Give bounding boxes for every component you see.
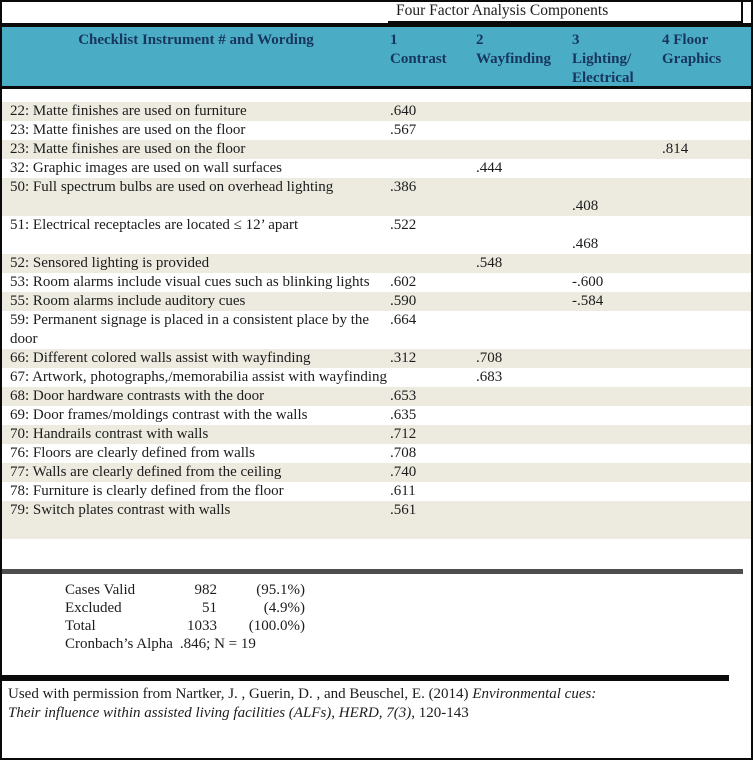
case-summary-row xyxy=(65,617,751,635)
table-row xyxy=(2,254,751,273)
loading-contrast: .590 xyxy=(390,293,417,309)
loading-lighting-electrical xyxy=(572,368,662,387)
loading-lighting-electrical xyxy=(572,349,662,368)
loading-floor-graphics xyxy=(662,368,751,387)
case-summary-row xyxy=(65,581,751,599)
case-summary-percent: (4.9%) xyxy=(263,600,305,616)
table-row xyxy=(2,463,751,482)
table-row xyxy=(2,140,751,159)
table-row xyxy=(2,311,751,349)
column-header-factor-2: 2 Wayfinding xyxy=(476,32,552,67)
table-title-row xyxy=(2,2,751,23)
loading-lighting-electrical xyxy=(572,254,662,273)
loading-contrast: .522 xyxy=(390,217,417,233)
loading-floor-graphics xyxy=(662,463,751,482)
table-row xyxy=(2,349,751,368)
table-row xyxy=(2,406,751,425)
loading-contrast: .708 xyxy=(390,445,417,461)
loading-contrast: .561 xyxy=(390,502,417,518)
loading-wayfinding xyxy=(476,501,572,539)
loading-floor-graphics xyxy=(662,349,751,368)
loading-wayfinding xyxy=(476,273,572,292)
instrument-label: 22: Matte finishes are used on furniture xyxy=(10,103,247,119)
column-header-factor-1: 1 Contrast xyxy=(390,32,447,67)
loading-wayfinding xyxy=(476,406,572,425)
table-row xyxy=(2,425,751,444)
loading-floor-graphics: .814 xyxy=(662,141,689,157)
loading-wayfinding xyxy=(476,463,572,482)
case-summary-count: 1033 xyxy=(187,618,217,634)
instrument-label: 55: Room alarms include auditory cues xyxy=(10,293,246,309)
loading-contrast: .602 xyxy=(390,274,417,290)
loading-contrast xyxy=(390,140,476,159)
loading-lighting-electrical xyxy=(572,501,662,539)
case-summary-block xyxy=(2,574,751,653)
instrument-label: 70: Handrails contrast with walls xyxy=(10,426,209,442)
table-row xyxy=(2,482,751,501)
table-row xyxy=(2,368,751,387)
column-header-instrument: Checklist Instrument # and Wording xyxy=(78,32,314,48)
permission-footnote xyxy=(2,681,751,722)
loading-lighting-electrical xyxy=(572,463,662,482)
loading-contrast xyxy=(390,159,476,178)
loading-lighting-electrical: -.584 xyxy=(572,293,604,309)
loading-lighting-electrical xyxy=(572,425,662,444)
table-row xyxy=(2,178,751,216)
loading-contrast: .712 xyxy=(390,426,417,442)
footnote-title-italic: Environmental cues: xyxy=(472,686,597,702)
instrument-label: 78: Furniture is clearly defined from the floor xyxy=(10,483,284,499)
case-summary-percent: (95.1%) xyxy=(256,582,305,598)
instrument-label: 79: Switch plates contrast with walls xyxy=(10,502,231,518)
instrument-label: 67: Artwork, photographs,/memorabilia assist with wayfinding xyxy=(10,369,388,385)
instrument-label: 66: Different colored walls assist with wayfinding xyxy=(10,350,311,366)
loading-wayfinding xyxy=(476,425,572,444)
instrument-label: 68: Door hardware contrasts with the door xyxy=(10,388,265,404)
loading-contrast: .653 xyxy=(390,388,417,404)
loading-floor-graphics xyxy=(662,387,751,406)
loading-wayfinding xyxy=(476,178,572,216)
table-row xyxy=(2,121,751,140)
loading-lighting-electrical xyxy=(572,387,662,406)
instrument-label: 23: Matte finishes are used on the floor xyxy=(10,141,246,157)
loading-lighting-electrical xyxy=(572,159,662,178)
loading-floor-graphics xyxy=(662,254,751,273)
column-header-factor-3: 3 Lighting/ Electrical xyxy=(572,32,634,86)
loading-contrast: .312 xyxy=(390,350,417,366)
case-summary-count: 982 xyxy=(194,582,217,598)
footnote-pages: 120-143 xyxy=(415,704,469,721)
loading-floor-graphics xyxy=(662,482,751,501)
loading-contrast: .386 xyxy=(390,179,417,195)
loading-floor-graphics xyxy=(662,444,751,463)
table-row xyxy=(2,501,751,539)
loading-wayfinding xyxy=(476,140,572,159)
cronbach-alpha-value: .846; N = 19 xyxy=(179,636,256,652)
loading-wayfinding xyxy=(476,102,572,121)
table-title: Four Factor Analysis Components xyxy=(388,2,743,23)
column-header-row xyxy=(2,27,751,86)
loading-floor-graphics xyxy=(662,406,751,425)
table-body xyxy=(2,102,751,539)
loading-contrast: .611 xyxy=(390,483,416,499)
table-row xyxy=(2,159,751,178)
instrument-label: 51: Electrical receptacles are located ≤ 12’ apart xyxy=(10,217,299,233)
case-summary-row xyxy=(65,635,751,653)
footnote-subtitle-italic: Their influence within assisted living facilities (ALFs), HERD, 7(3), xyxy=(8,704,416,721)
table-row xyxy=(2,387,751,406)
loading-floor-graphics xyxy=(662,273,751,292)
loading-wayfinding xyxy=(476,121,572,140)
loading-contrast: .640 xyxy=(390,103,417,119)
loading-contrast: .740 xyxy=(390,464,417,480)
loading-floor-graphics xyxy=(662,501,751,539)
table-row xyxy=(2,444,751,463)
loading-lighting-electrical xyxy=(572,444,662,463)
loading-contrast: .635 xyxy=(390,407,417,423)
column-header-factor-4: 4 Floor Graphics xyxy=(662,32,722,67)
loading-lighting-electrical xyxy=(572,140,662,159)
loading-contrast xyxy=(390,368,476,387)
loading-wayfinding xyxy=(476,216,572,254)
instrument-label: 76: Floors are clearly defined from walls xyxy=(10,445,255,461)
loading-contrast: .567 xyxy=(390,122,417,138)
loading-wayfinding: .444 xyxy=(476,160,503,176)
case-summary-row xyxy=(65,599,751,617)
loading-wayfinding: .683 xyxy=(476,369,503,385)
case-summary-count: 51 xyxy=(202,600,217,616)
table-row xyxy=(2,273,751,292)
loading-floor-graphics xyxy=(662,216,751,254)
cronbach-alpha-label: Cronbach’s Alpha xyxy=(65,636,173,652)
loading-wayfinding xyxy=(476,387,572,406)
loading-floor-graphics xyxy=(662,292,751,311)
loading-lighting-electrical xyxy=(572,406,662,425)
loading-contrast: .664 xyxy=(390,312,417,328)
table-row xyxy=(2,216,751,254)
instrument-label: 53: Room alarms include visual cues such as blinking lights xyxy=(10,274,370,290)
instrument-label: 32: Graphic images are used on wall surfaces xyxy=(10,160,282,176)
loading-floor-graphics xyxy=(662,102,751,121)
instrument-label: 69: Door frames/moldings contrast with the walls xyxy=(10,407,308,423)
loading-wayfinding: .548 xyxy=(476,255,503,271)
loading-wayfinding xyxy=(476,482,572,501)
loading-lighting-electrical xyxy=(572,121,662,140)
case-summary-label: Cases Valid xyxy=(65,582,136,598)
loading-lighting-electrical xyxy=(572,311,662,349)
loading-wayfinding xyxy=(476,311,572,349)
case-summary-label: Excluded xyxy=(65,600,122,616)
footnote-text-normal: Used with permission from Nartker, J. , Guerin, D. , and Beuschel, E. (2014) xyxy=(8,686,473,702)
loading-lighting-electrical xyxy=(572,482,662,501)
table-row xyxy=(2,102,751,121)
loading-floor-graphics xyxy=(662,159,751,178)
instrument-label: 23: Matte finishes are used on the floor xyxy=(10,122,246,138)
instrument-label: 50: Full spectrum bulbs are used on overhead lighting xyxy=(10,179,334,195)
case-summary-label: Total xyxy=(65,618,96,634)
instrument-label: 59: Permanent signage is placed in a consistent place by the door xyxy=(10,312,370,347)
loading-wayfinding xyxy=(476,444,572,463)
loading-floor-graphics xyxy=(662,425,751,444)
loading-lighting-electrical: -.600 xyxy=(572,274,604,290)
loading-lighting-electrical: .408 xyxy=(572,198,599,214)
loading-floor-graphics xyxy=(662,311,751,349)
loading-floor-graphics xyxy=(662,178,751,216)
loading-contrast xyxy=(390,254,476,273)
case-summary-percent: (100.0%) xyxy=(248,618,305,634)
instrument-label: 52: Sensored lighting is provided xyxy=(10,255,210,271)
instrument-label: 77: Walls are clearly defined from the ceiling xyxy=(10,464,282,480)
loading-wayfinding: .708 xyxy=(476,350,503,366)
table-row xyxy=(2,292,751,311)
loading-wayfinding xyxy=(476,292,572,311)
loading-lighting-electrical: .468 xyxy=(572,236,599,252)
loading-floor-graphics xyxy=(662,121,751,140)
loading-lighting-electrical xyxy=(572,102,662,121)
